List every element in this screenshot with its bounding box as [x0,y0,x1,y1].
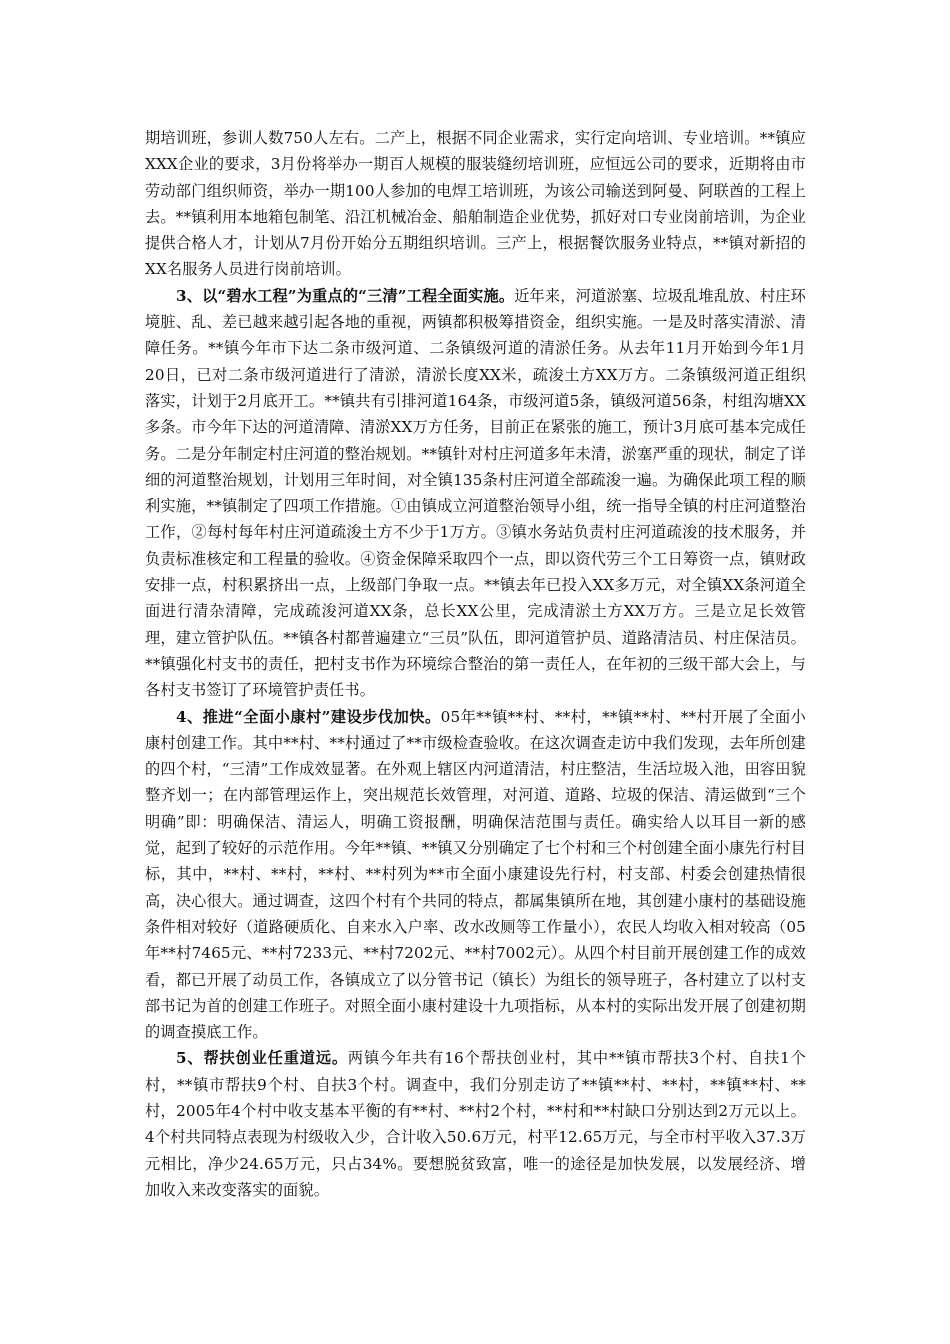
paragraph-clean-water-body: 近年来，河道淤塞、垃圾乱堆乱放、村庄环境脏、乱、差已越来越引起各地的重视，两镇都积极筹措资金，组织实施。一是及时落实清淤、清障任务。**镇今年市下达二条市级河道、二条镇级河道的清淤任务。从去年11月开始到今年1月20日，已对二条市级河道进行了清淤，清淤长度XX米，疏浚土方XX万方。二条镇级河道正组织落实，计划于2月底开工。**镇共有引排河道164条，市级河道5条，镇级河道56条，村组沟塘XX多条。市今年下达的河道清障、清淤XX万方任务，目前正在紧张的施工，预计3月底可基本完成任务。二是分年制定村庄河道的整治规划。**镇针对村庄河道多年未清，淤塞严重的现状，制定了详细的河道整治规划，计划用三年时间，对全镇135条村庄河道全部疏浚一遍。为确保此项工程的顺利实施，**镇制定了四项工作措施。①由镇成立河道整治领导小组，统一指导全镇的村庄河道整治工作，②每村每年村庄河道疏浚土方不少于1万方。③镇水务站负责村庄河道疏浚的技术服务，并负责标准核定和工程量的验收。④资金保障采取四个一点，即以资代劳三个工日筹资一点，镇财政安排一点，村积累挤出一点，上级部门争取一点。**镇去年已投入XX多万元，对全镇XX条河道全面进行清杂清障，完成疏浚河道XX条，总长XX公里，完成清淤土方XX万方。三是立足长效管理，建立管护队伍。**镇各村都普遍建立“三员”队伍，即河道管护员、道路清洁员、村庄保洁员。**镇强化村支书的责任，把村支书作为环境综合整治的第一责任人，在年初的三级干部大会上，与各村支书签订了环境管护责任书。 [145,286,806,700]
paragraph-xiaokang-heading: 4、推进“全面小康村”建设步伐加快。 [176,707,441,726]
document-page [145,125,806,1203]
paragraph-support-heading: 5、帮扶创业任重道远。 [176,1049,348,1068]
paragraph-clean-water [145,283,806,704]
paragraph-xiaokang [145,704,806,1046]
paragraph-training [145,125,806,283]
paragraph-training-body: 期培训班，参训人数750人左右。二产上，根据不同企业需求，实行定向培训、专业培训。**镇应XXX企业的要求，3月份将举办一期百人规模的服装缝纫培训班，应恒远公司的要求，近期将由市劳动部门组织师资，举办一期100人参加的电焊工培训班，为该公司输送到阿曼、阿联酋的工程上去。**镇利用本地箱包制笔、沿江机械冶金、船舶制造企业优势，抓好对口专业岗前培训，为企业提供合格人才，计划从7月份开始分五期组织培训。三产上，根据餐饮服务业特点，**镇对新招的XX名服务人员进行岗前培训。 [145,129,806,279]
paragraph-clean-water-heading: 3、以“碧水工程”为重点的“三清”工程全面实施。 [176,286,515,305]
paragraph-xiaokang-body: 05年**镇**村、**村，**镇**村、**村开展了全面小康村创建工作。其中**村、**村通过了**市级检查验收。在这次调查走访中我们发现，去年所创建的四个村，“三清”工作成效显著。在外观上辖区内河道清洁，村庄整洁，生活垃圾入池，田容田貌整齐划一；在内部管理运作上，突出规范长效管理，对河道、道路、垃圾的保洁、清运做到“三个明确”即：明确保洁、清运人，明确工资报酬，明确保洁范围与责任。确实给人以耳目一新的感觉，起到了较好的示范作用。今年**镇、**镇又分别确定了七个村和三个村创建全面小康先行村目标，其中，**村、**村，**村、**村列为**市全面小康建设先行村，村支部、村委会创建热情很高，决心很大。通过调查，这四个村有个共同的特点，都属集镇所在地，其创建小康村的基础设施条件相对较好（道路硬质化、自来水入户率、改水改厕等工作量小），农民人均收入相对较高（05年**村7465元、**村7233元、**村7202元、**村7002元）。从四个村目前开展创建工作的成效看，都已开展了动员工作，各镇成立了以分管书记（镇长）为组长的领导班子，各村建立了以村支部书记为首的创建工作班子。对照全面小康村建设十九项指标，从本村的实际出发开展了创建初期的调查摸底工作。 [145,707,806,1042]
paragraph-support [145,1045,806,1203]
paragraph-support-body: 两镇今年共有16个帮扶创业村，其中**镇市帮扶3个村、自扶1个村，**镇市帮扶9个村、自扶3个村。调查中，我们分别走访了**镇**村、**村，**镇**村、**村，2005年4个村中收支基本平衡的有**村、**村2个村，**村和**村缺口分别达到2万元以上。4个村共同特点表现为村级收入少，合计收入50.6万元，村平12.65万元，与全市村平收入37.3万元相比，净少24.65万元，只占34%。要想脱贫致富，唯一的途径是加快发展，以发展经济、增加收入来改变落实的面貌。 [145,1049,806,1199]
